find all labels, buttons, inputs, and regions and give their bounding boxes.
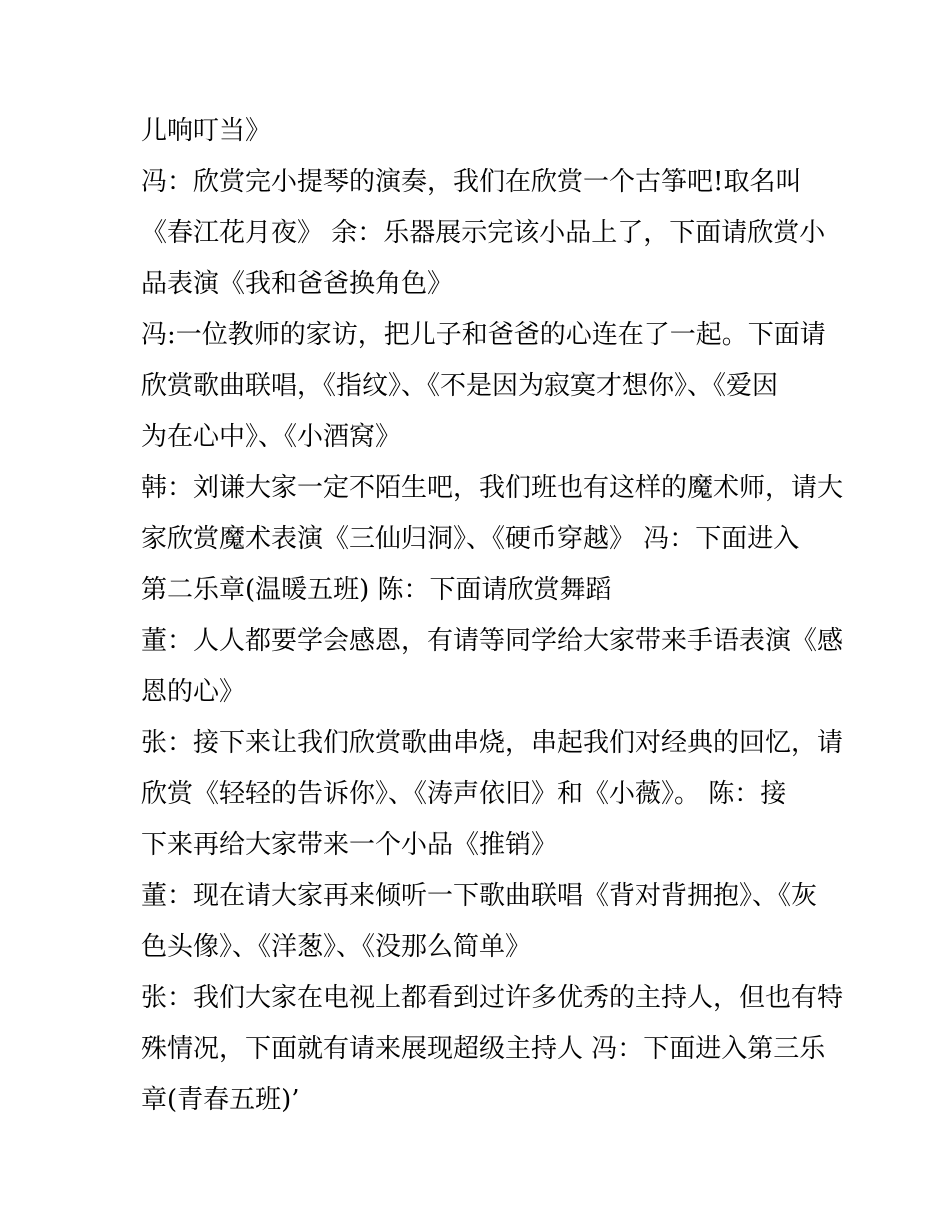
text-line: 冯:一位教师的家访，把儿子和爸爸的心连在了一起。下面请 <box>141 320 826 350</box>
text-line: 欣赏歌曲联唱，《指纹》、《不是因为寂寞才想你》、《爱因 <box>141 371 779 401</box>
text-line: 韩：刘谦大家一定不陌生吧，我们班也有这样的魔术师，请大 <box>141 473 844 503</box>
text-line: 冯：欣赏完小提琴的演奏，我们在欣赏一个古筝吧!取名叫 <box>141 167 802 197</box>
text-line: 张：我们大家在电视上都看到过许多优秀的主持人，但也有特 <box>141 983 844 1013</box>
text-line: 家欣赏魔术表演《三仙归洞》、《硬币穿越》 冯：下面进入 <box>141 524 800 554</box>
text-line: 《春江花月夜》 余：乐器展示完该小品上了，下面请欣赏小 <box>141 218 826 248</box>
text-line: 恩的心》 <box>141 677 246 707</box>
text-line: 儿响叮当》 <box>141 116 272 146</box>
text-line: 欣赏《轻轻的告诉你》、《涛声依旧》和《小薇》。 陈：接 <box>141 779 787 809</box>
text-line: 董：人人都要学会感恩，有请等同学给大家带来手语表演《感 <box>141 626 844 656</box>
text-line: 章(青春五班)’ <box>141 1085 300 1115</box>
text-line: 下来再给大家带来一个小品《推销》 <box>141 830 558 860</box>
text-line: 品表演《我和爸爸换角色》 <box>141 269 454 299</box>
script-text-body <box>141 106 844 1126</box>
text-line: 第二乐章(温暖五班) 陈：下面请欣赏舞蹈 <box>141 575 612 605</box>
text-line: 董：现在请大家再来倾听一下歌曲联唱《背对背拥抱》、《灰 <box>141 881 818 911</box>
text-line: 张：接下来让我们欣赏歌曲串烧，串起我们对经典的回忆，请 <box>141 728 844 758</box>
text-line: 殊情况，下面就有请来展现超级主持人 冯：下面进入第三乐 <box>141 1034 826 1064</box>
text-line: 为在心中》、《小酒窝》 <box>141 422 402 452</box>
text-line: 色头像》、《洋葱》、《没那么简单》 <box>141 932 532 962</box>
